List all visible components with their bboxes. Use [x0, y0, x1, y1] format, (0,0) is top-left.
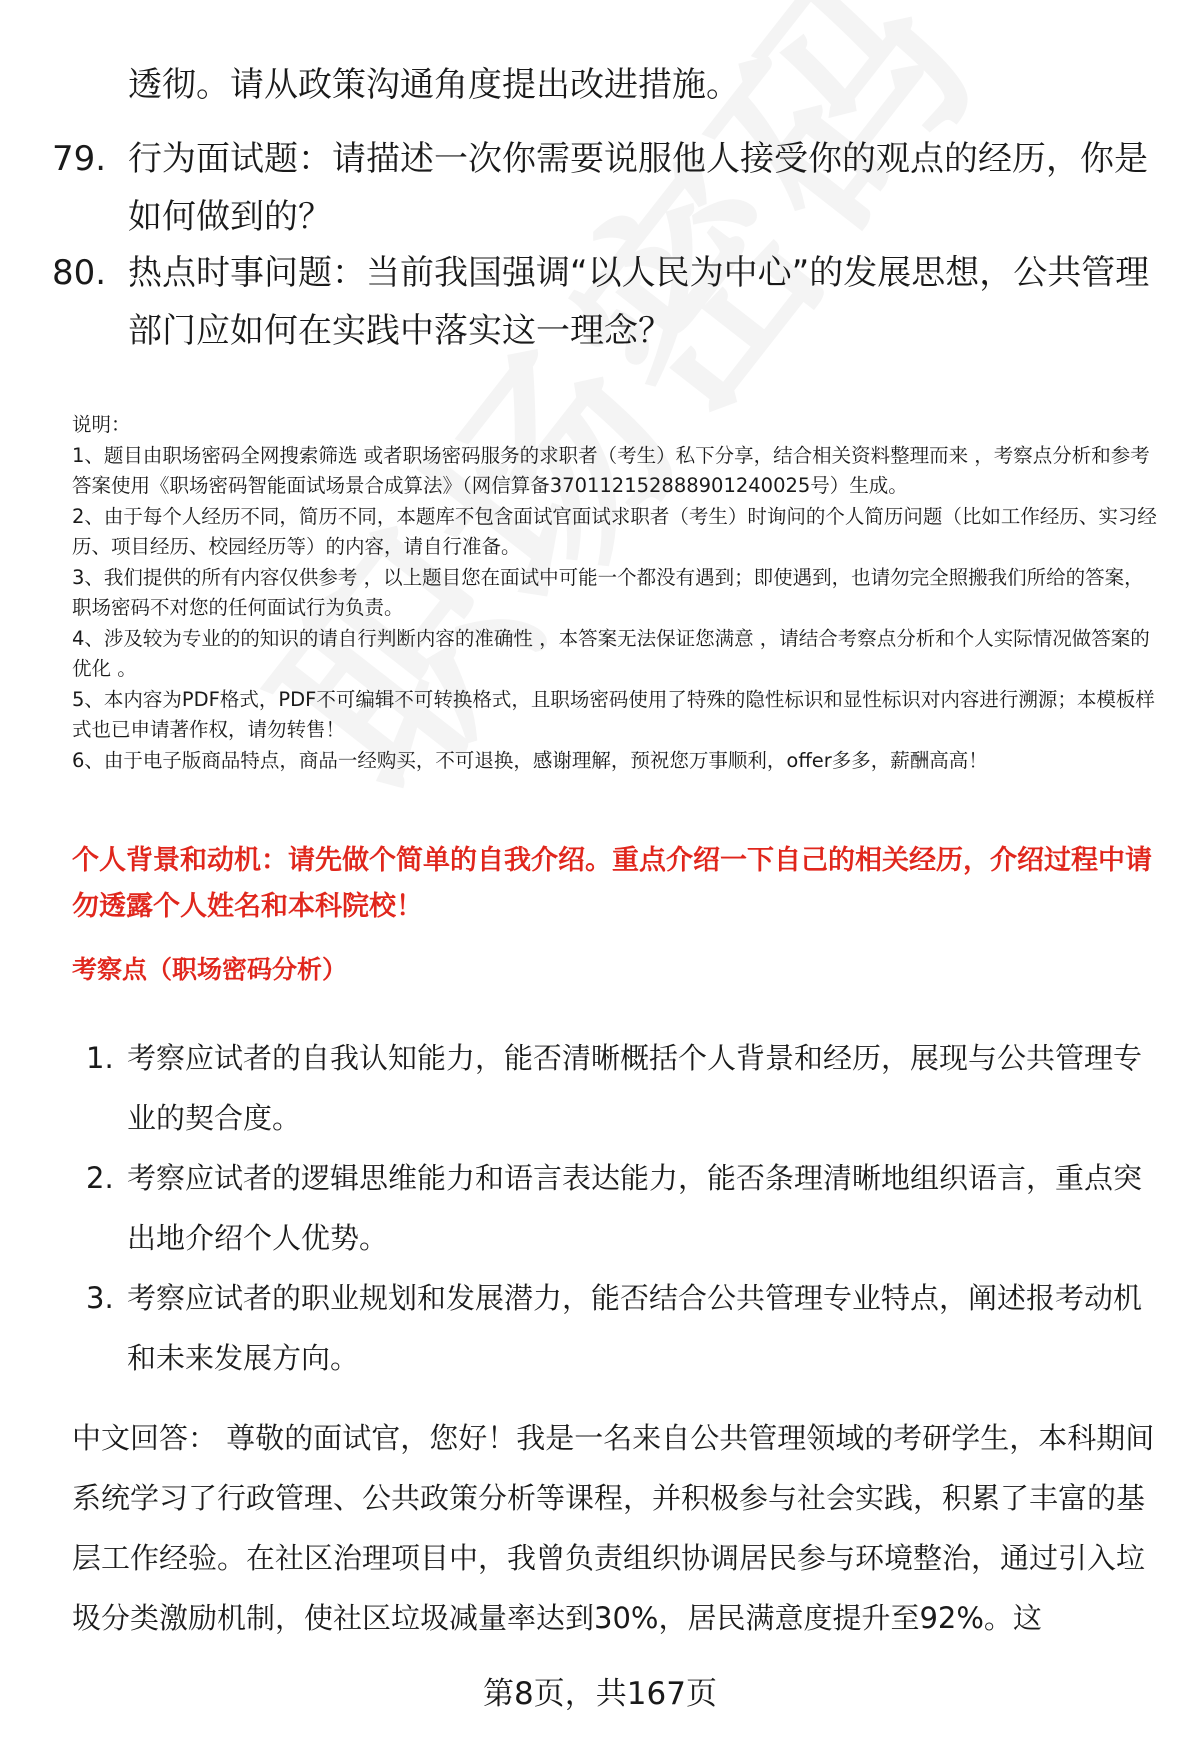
point-text: 考察应试者的自我认知能力，能否清晰概括个人背景和经历，展现与公共管理专业的契合度。: [127, 1041, 1143, 1135]
assessment-points-list: [72, 1028, 1162, 1388]
question-number: 80.: [52, 253, 107, 293]
question-79: [52, 130, 1162, 246]
point-number: 3.: [86, 1281, 114, 1315]
assessment-point: [72, 1268, 1162, 1388]
question-continuation: 透彻。请从政策沟通角度提出改进措施。: [128, 65, 740, 105]
question-number: 79.: [52, 139, 107, 179]
note-item: 5、本内容为PDF格式，PDF不可编辑不可转换格式，且职场密码使用了特殊的隐性标识和显性标识对内容进行溯源；本模板样式也已申请著作权，请勿转售！: [72, 687, 1155, 741]
point-text: 考察应试者的职业规划和发展潜力，能否结合公共管理专业特点，阐述报考动机和未来发展方向。: [127, 1281, 1143, 1375]
point-text: 考察应试者的逻辑思维能力和语言表达能力，能否条理清晰地组织语言，重点突出地介绍个人优势。: [127, 1161, 1143, 1255]
chinese-answer: 中文回答： 尊敬的面试官，您好！我是一名来自公共管理领域的考研学生，本科期间系统学习了行政管理、公共政策分析等课程，并积极参与社会实践，积累了丰富的基层工作经验。在社区治理项目中，我曾负责组织协调居民参与环境整治，通过引入垃圾分类激励机制，使社区垃圾减量率达到30%，居民满意度提升至92%。这: [72, 1421, 1155, 1635]
assessment-point: [72, 1148, 1162, 1268]
point-number: 1.: [86, 1041, 114, 1075]
question-text: 行为面试题：请描述一次你需要说服他人接受你的观点的经历，你是如何做到的？: [128, 139, 1148, 237]
notes-title: 说明：: [72, 413, 131, 436]
note-item: 4、涉及较为专业的的知识的请自行判断内容的准确性 ，本答案无法保证您满意 ，请结合考察点分析和个人实际情况做答案的优化 。: [72, 626, 1150, 680]
question-80: [52, 244, 1162, 360]
notes-section: [72, 410, 1162, 776]
note-item: 3、我们提供的所有内容仅供参考 ，以上题目您在面试中可能一个都没有遇到；即使遇到，也请勿完全照搬我们所给的答案，职场密码不对您的任何面试行为负责。: [72, 565, 1144, 619]
page-number-footer: 第8页，共167页: [483, 1676, 717, 1712]
point-number: 2.: [86, 1161, 114, 1195]
note-item: 1、题目由职场密码全网搜索筛选 或者职场密码服务的求职者（考生）私下分享，结合相关资料整理而来 ，考察点分析和参考答案使用《职场密码智能面试场景合成算法》（网信算备370112152888901240025号）生成。: [72, 443, 1150, 497]
section-question-heading: 个人背景和动机：请先做个简单的自我介绍。重点介绍一下自己的相关经历，介绍过程中请勿透露个人姓名和本科院校！: [72, 845, 1152, 922]
question-text: 热点时事问题：当前我国强调“以人民为中心”的发展思想，公共管理部门应如何在实践中落实这一理念？: [128, 253, 1150, 351]
note-item: 6、由于电子版商品特点，商品一经购买，不可退换，感谢理解，预祝您万事顺利，offer多多，薪酬高高！: [72, 748, 988, 772]
assessment-point: [72, 1028, 1162, 1148]
note-item: 2、由于每个人经历不同，简历不同，本题库不包含面试官面试求职者（考生）时询问的个人简历问题（比如工作经历、实习经历、项目经历、校园经历等）的内容，请自行准备。: [72, 504, 1157, 558]
assessment-points-title: 考察点（职场密码分析）: [72, 955, 348, 984]
